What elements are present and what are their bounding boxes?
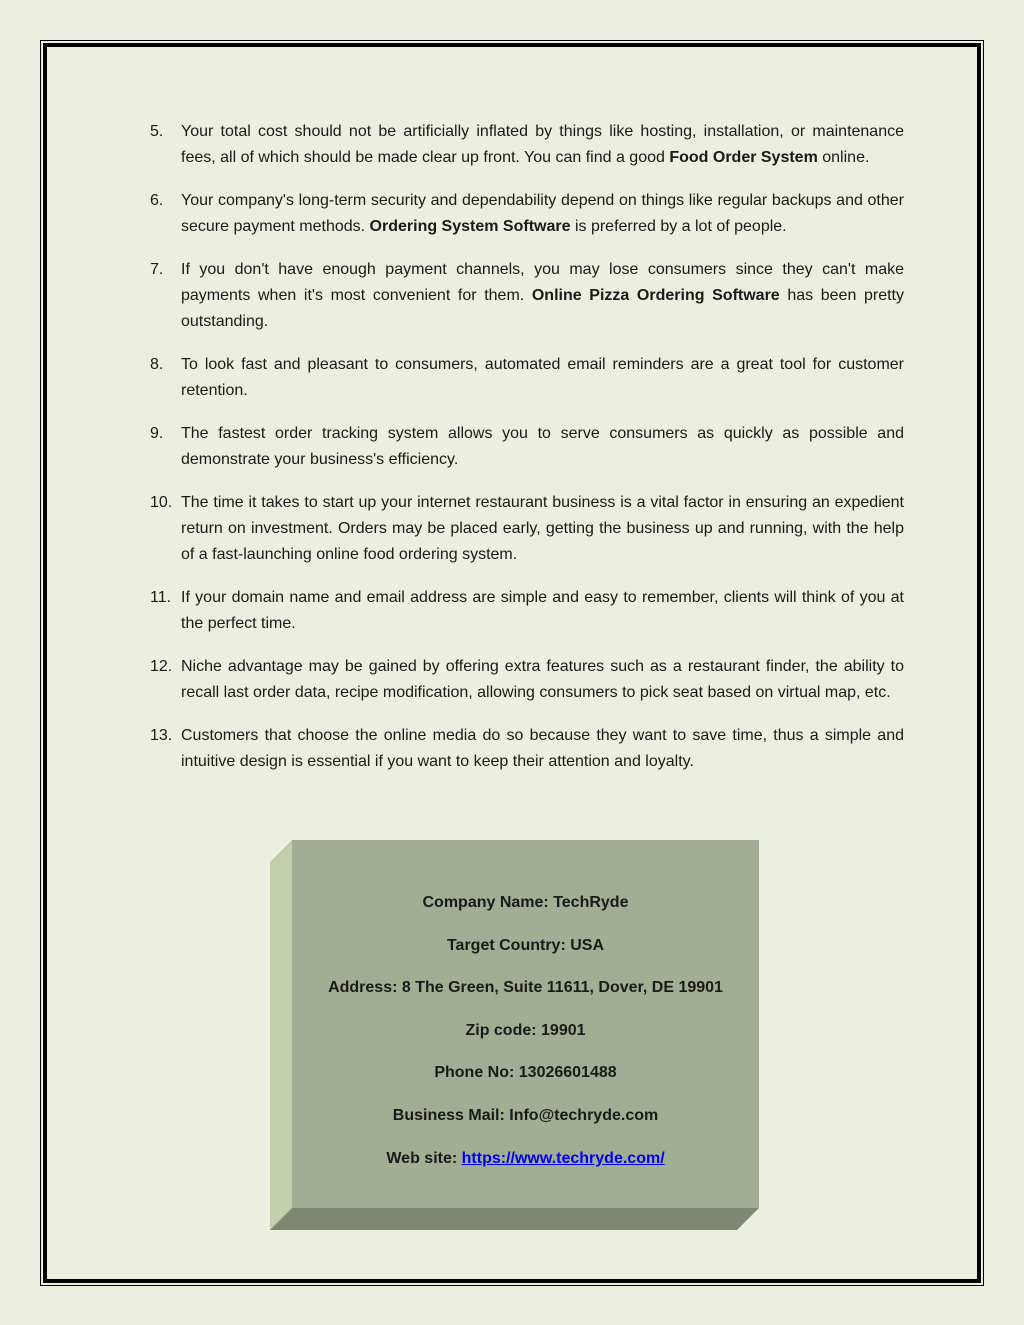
list-item [150,352,904,404]
company-name: Company Name: TechRyde [422,894,629,911]
text-run: Customers that choose the online media do so because they want to save time, thus a simple and intuitive design is essential if you want to keep their attention and loyalty. [181,727,904,770]
bold-keyword: Food Order System [669,149,818,166]
website-link[interactable]: https://www.techryde.com/ [461,1149,665,1167]
list-item-number: 6. [150,192,164,209]
target-country: Target Country: USA [446,936,605,954]
list-item-text [181,356,904,399]
business-mail: Business Mail: Info@techryde.com [392,1106,659,1124]
list-item [150,654,904,706]
website-label: Web site: [386,1149,462,1167]
list-item-number: 13. [150,727,173,744]
list-item-number: 9. [150,425,164,442]
contact-box-bevel-bottom [270,1208,759,1230]
text-run: The fastest order tracking system allows you to serve consumers as quickly as possible and demonstrate your business's efficiency. [181,425,904,468]
list-item-text [181,123,904,166]
text-run: online. [817,149,870,166]
list-item [150,421,904,473]
text-run: Niche advantage may be gained by offering extra features such as a restaurant finder, the ability to recall last order data, recipe modification, allowing consumers to pick seat based on virtual map, etc. [181,658,904,701]
text-run: has been pretty outstanding. [181,287,904,330]
address: Address: 8 The Green, Suite 11611, Dover, DE 19901 [328,979,723,997]
list-item-number: 5. [150,123,164,140]
list-item-number: 10. [150,494,173,511]
list-item-text [181,192,904,235]
list-item [150,119,904,171]
list-item [150,188,904,240]
list-item [150,257,904,335]
list-item-text [181,494,904,563]
bold-keyword: Ordering System Software [369,218,571,235]
list-item-text [181,727,904,770]
list-item-text [181,261,904,330]
list-item-number: 12. [150,658,173,675]
contact-details [292,892,759,1190]
numbered-list [150,119,904,792]
contact-box [270,840,759,1230]
bold-keyword: Online Pizza Ordering Software [531,287,780,304]
text-run: If your domain name and email address are simple and easy to remember, clients will think of you at the perfect time. [181,589,904,632]
list-item-text [181,425,904,468]
list-item [150,490,904,568]
text-run: If you don't have enough payment channels, you may lose consumers since they can't make payments when it's most convenient for them. [181,261,904,304]
list-item-number: 8. [150,356,164,373]
text-run: The time it takes to start up your internet restaurant business is a vital factor in ensuring an expedient return on investment. Orders may be placed early, getting the business up and running, with the help of a fast-launching online food ordering system. [181,494,904,563]
website-row [292,1148,759,1191]
list-item [150,585,904,637]
contact-box-bevel-left [270,840,292,1230]
text-run: is preferred by a lot of people. [570,218,787,235]
list-item-number: 11. [150,589,172,606]
list-item-number: 7. [150,261,164,278]
text-run: Your company's long-term security and dependability depend on things like regular backups and other secure payment methods. [181,192,904,235]
text-run: To look fast and pleasant to consumers, automated email reminders are a great tool for customer retention. [181,356,904,399]
list-item-text [181,658,904,701]
phone-number: Phone No: 13026601488 [434,1064,617,1082]
list-item-text [181,589,904,632]
list-item [150,723,904,775]
zip-code: Zip code: 19901 [465,1021,586,1039]
text-run: Your total cost should not be artificially inflated by things like hosting, installation, or maintenance fees, all of which should be made clear up front. You can find a good [181,123,904,166]
